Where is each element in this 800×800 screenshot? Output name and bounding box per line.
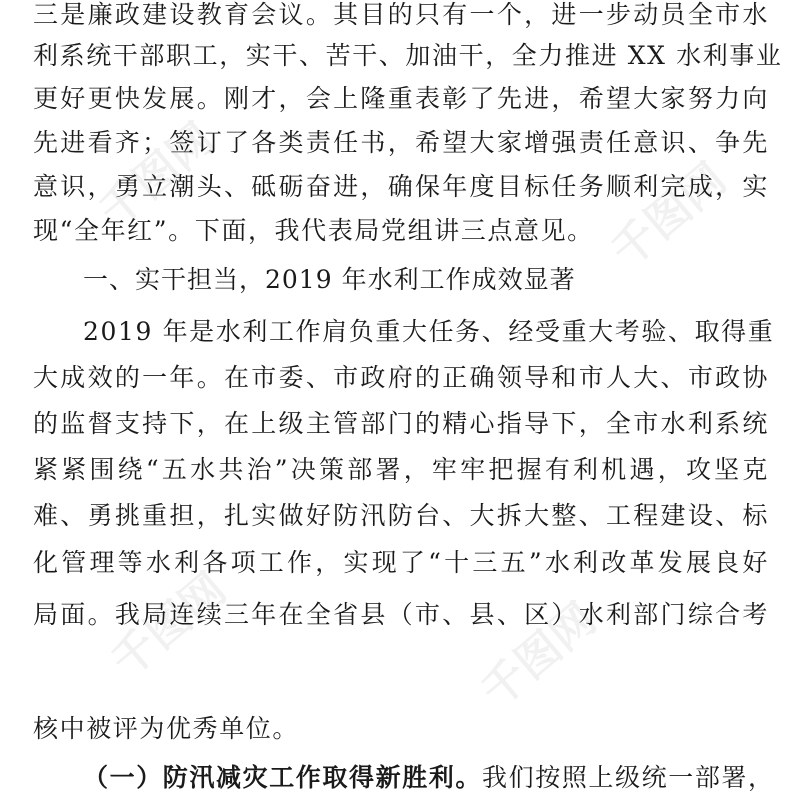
watermark: 千图网 [471, 593, 606, 718]
watermark: 千图网 [89, 113, 224, 238]
subsection-heading: （一）防汛减灾工作取得新胜利。 [83, 763, 483, 792]
paragraph-line: 难、勇挑重担，扎实做好防汛防台、大拆大整、工程建设、标 [33, 501, 769, 530]
text-line: 意识，勇立潮头、砥砺奋进，确保年度目标任务顺利完成，实 [33, 172, 769, 201]
text-line: 三是廉政建设教育会议。其目的只有一个，进一步动员全市水 [33, 0, 769, 29]
section-heading: 一、实干担当，2019 年水利工作成效显著 [83, 265, 576, 294]
text-line: 更好更快发展。刚才，会上隆重表彰了先进，希望大家努力向 [33, 84, 769, 113]
paragraph-line: 2019 年是水利工作肩负重大任务、经受重大考验、取得重 [83, 317, 775, 346]
paragraph-line: 化管理等水利各项工作，实现了“十三五”水利改革发展良好 [33, 548, 769, 577]
text-line: 现“全年红”。下面，我代表局党组讲三点意见。 [33, 216, 594, 245]
watermark: 千图网 [601, 153, 736, 278]
text-line: 先进看齐；签订了各类责任书，希望大家增强责任意识、争先 [33, 128, 769, 157]
paragraph-line: 大成效的一年。在市委、市政府的正确领导和市人大、市政协 [33, 363, 769, 392]
subsection-line [83, 761, 775, 795]
paragraph-line: 紧紧围绕“五水共治”决策部署，牢牢把握有利机遇，攻坚克 [33, 455, 769, 484]
paragraph-line: 的监督支持下，在上级主管部门的精心指导下，全市水利系统 [33, 409, 769, 438]
continuation-line: 核中被评为优秀单位。 [33, 714, 300, 743]
watermark: 千图网 [101, 563, 236, 688]
text-line: 利系统干部职工，实干、苦干、加油干，全力推进 XX 水利事业 [33, 41, 783, 70]
subsection-text: 我们按照上级统一部署， [482, 763, 775, 792]
paragraph-line: 局面。我局连续三年在全省县（市、县、区）水利部门综合考 [33, 600, 769, 629]
